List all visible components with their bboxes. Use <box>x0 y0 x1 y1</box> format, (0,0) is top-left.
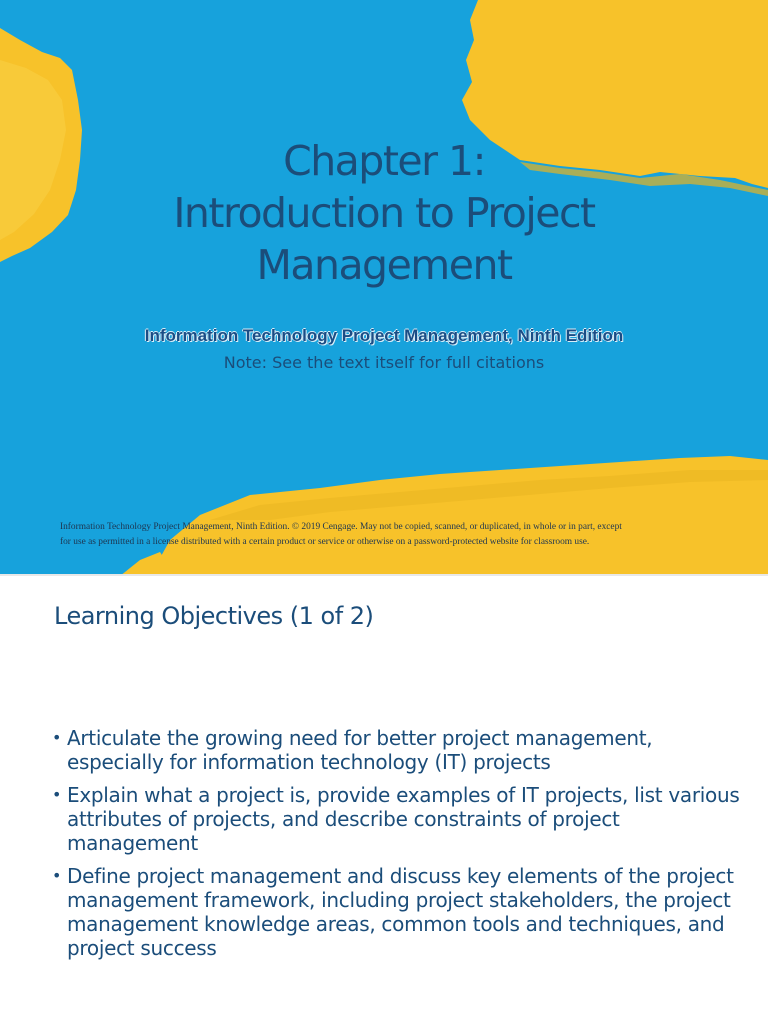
citation-note: Note: See the text itself for full citations <box>223 353 545 372</box>
objective-item <box>52 864 742 960</box>
bullet-icon: • <box>52 866 62 885</box>
title-line-2: Introduction to Project <box>173 189 595 237</box>
title-line-3: Management <box>256 241 512 289</box>
book-subtitle: Information Technology Project Management, Ninth Edition <box>144 326 624 345</box>
bullet-icon: • <box>52 785 62 804</box>
bullet-icon: • <box>52 728 62 747</box>
objective-item <box>52 726 742 774</box>
objective-item <box>52 783 742 855</box>
title-line-1: Chapter 1: <box>283 137 485 185</box>
copyright-line-1: Information Technology Project Management, Ninth Edition. © 2019 Cengage. May not be copied, scanned, or duplicated, in whole or in part, except <box>60 522 622 532</box>
learning-objectives-slide <box>0 576 768 1024</box>
copyright-notice <box>60 520 720 550</box>
copyright-line-2: for use as permitted in a license distributed with a certain product or service or otherwise on a password-protected website for classroom use. <box>60 537 590 547</box>
slide-heading: Learning Objectives (1 of 2) <box>54 602 374 630</box>
slide-title <box>0 135 768 291</box>
objective-text: Articulate the growing need for better project management, especially for information technology (IT) projects <box>67 726 653 774</box>
objectives-list <box>52 726 742 969</box>
objective-text: Explain what a project is, provide examples of IT projects, list various attributes of projects, and describe constraints of project management <box>67 783 740 855</box>
objective-text: Define project management and discuss key elements of the project management framework, including project stakeholders, the project management knowledge areas, common tools and techniques, and project success <box>67 864 734 960</box>
